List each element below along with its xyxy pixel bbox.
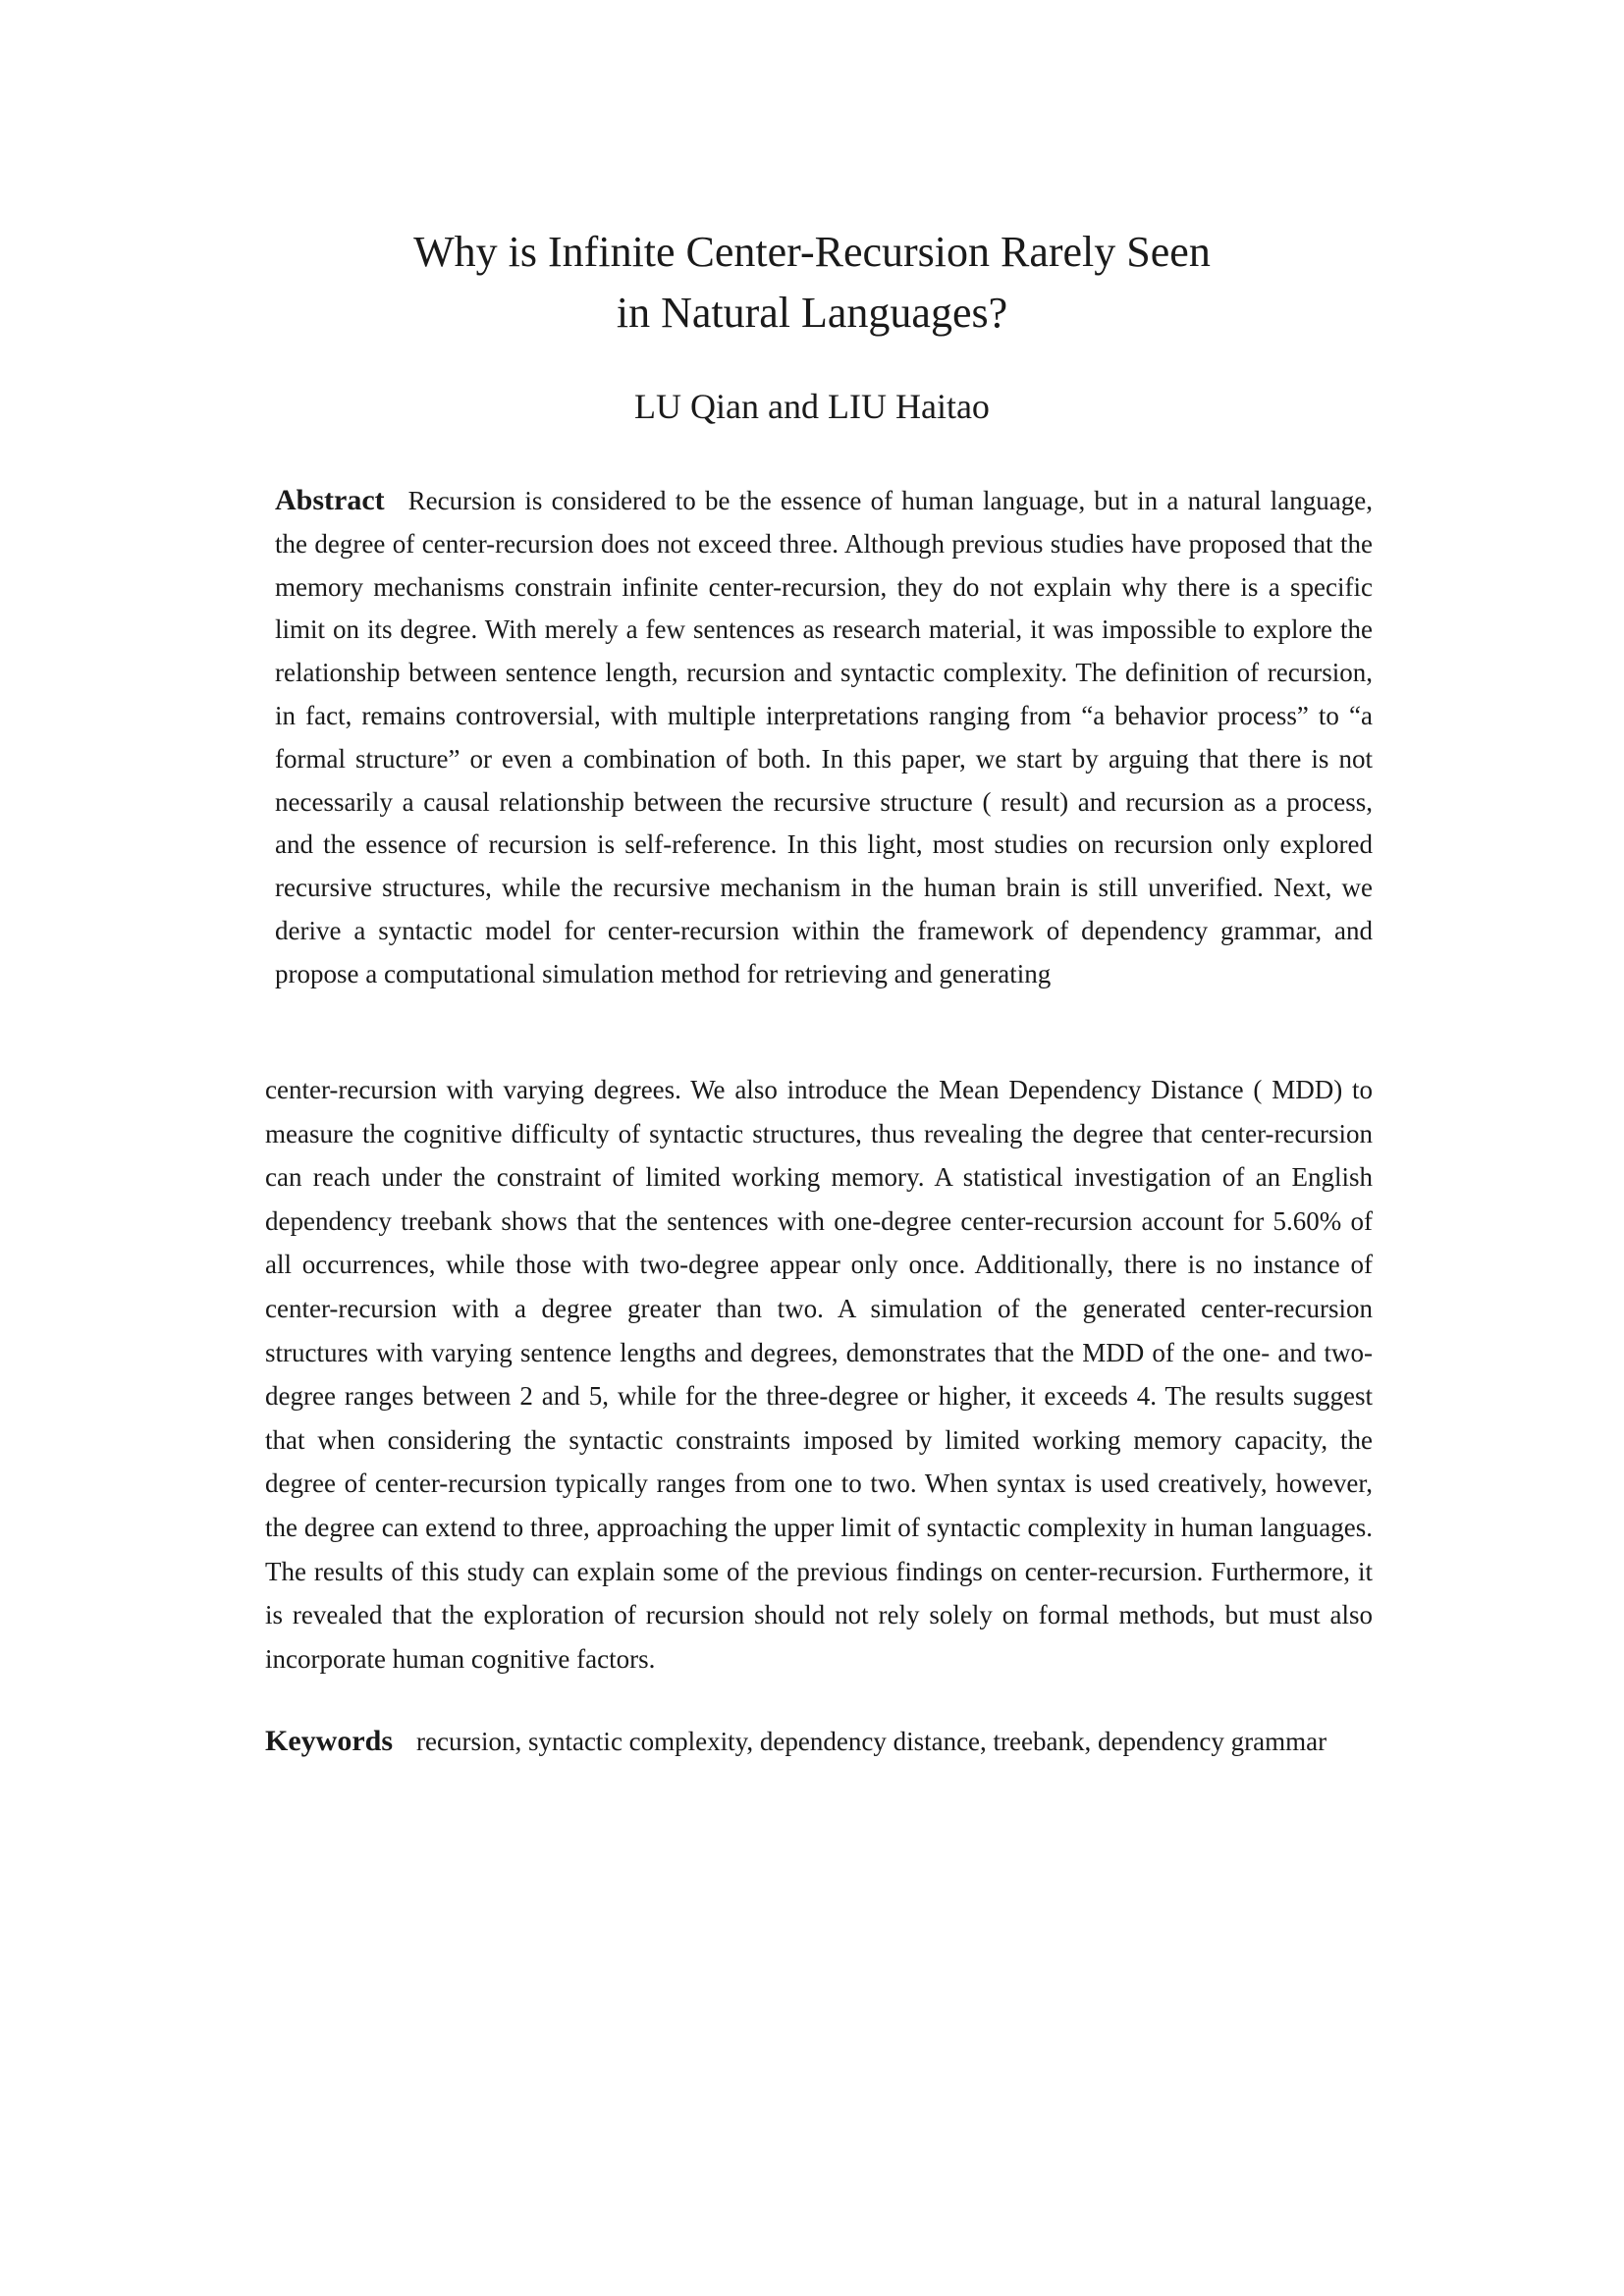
- abstract-label: Abstract: [275, 484, 385, 516]
- keywords-label: Keywords: [265, 1725, 393, 1757]
- paper-title: [295, 222, 1329, 344]
- abstract-continuation: center-recursion with varying degrees. We also introduce the Mean Dependency Distance ( MDD) to measure the cognitive difficulty of syntactic structures, thus revealing the degree that center-recursion can reach under the constraint of limited working memory. A statistical investigation of an English dependency treebank shows that the sentences with one-degree center-recursion account for 5.60% of all occurrences, while those with two-degree appear only once. Additionally, there is no instance of center-recursion with a degree greater than two. A simulation of the generated center-recursion structures with varying sentence lengths and degrees, demonstrates that the MDD of the one- and two-degree ranges between 2 and 5, while for the three-degree or higher, it exceeds 4. The results suggest that when considering the syntactic constraints imposed by limited working memory capacity, the degree of center-recursion typically ranges from one to two. When syntax is used creatively, however, the degree can extend to three, approaching the upper limit of syntactic complexity in human languages. The results of this study can explain some of the previous findings on center-recursion. Furthermore, it is revealed that the exploration of recursion should not rely solely on formal methods, but must also incorporate human cognitive factors.: [265, 1075, 1373, 1674]
- abstract-text-part-1: Recursion is considered to be the essence of human language, but in a natural language, the degree of center-recursion does not exceed three. Although previous studies have proposed that the memory mechanisms constrain infinite center-recursion, they do not explain why there is a specific limit on its degree. With merely a few sentences as research material, it was impossible to explore the relationship between sentence length, recursion and syntactic complexity. The definition of recursion, in fact, remains controversial, with multiple interpretations ranging from “a behavior process” to “a formal structure” or even a combination of both. In this paper, we start by arguing that there is not necessarily a causal relationship between the recursive structure ( result) and recursion as a process, and the essence of recursion is self-reference. In this light, most studies on recursion only explored recursive structures, while the recursive mechanism in the human brain is still unverified. Next, we derive a syntactic model for center-recursion within the framework of dependency grammar, and propose a computational simulation method for retrieving and generating: [275, 486, 1373, 988]
- paper-title-line-1: Why is Infinite Center-Recursion Rarely Seen: [413, 228, 1211, 276]
- paper-authors: LU Qian and LIU Haitao: [634, 387, 990, 426]
- paper-title-line-2: in Natural Languages?: [616, 289, 1008, 337]
- abstract-paragraph: [275, 479, 1373, 996]
- keywords-text: recursion, syntactic complexity, dependency distance, treebank, dependency grammar: [416, 1727, 1327, 1756]
- keywords-paragraph: [265, 1720, 1373, 1763]
